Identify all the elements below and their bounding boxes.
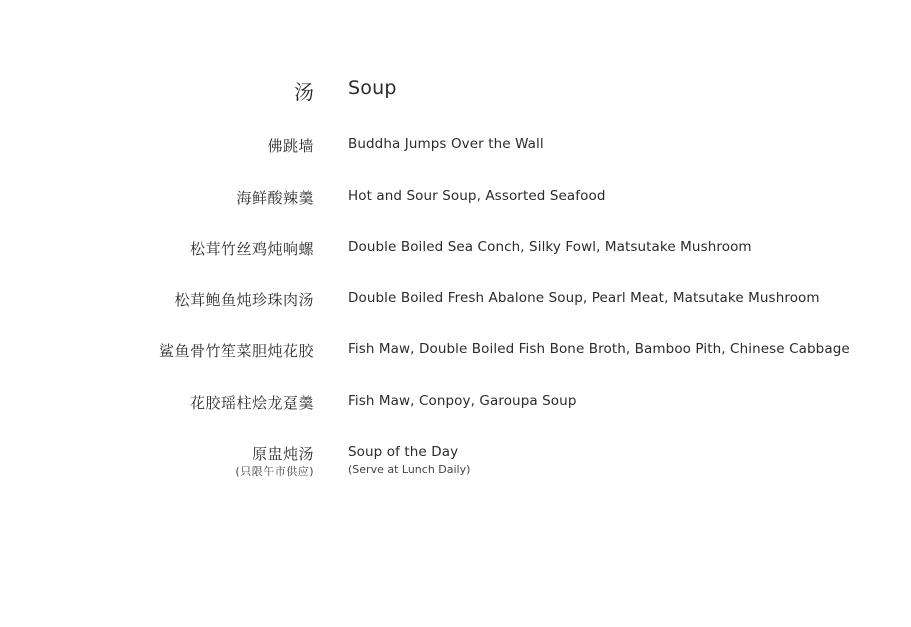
menu-item-name-en: Double Boiled Fresh Abalone Soup, Pearl Meat, Matsutake Mushroom [348,290,820,306]
menu-item-name-zh: 佛跳墙 [267,137,314,155]
menu-item-name-en: Buddha Jumps Over the Wall [348,136,544,152]
menu-item-name-en: Double Boiled Sea Conch, Silky Fowl, Matsutake Mushroom [348,239,752,255]
menu-item-name-zh: 原盅炖汤 [251,445,314,463]
menu-item-name-en: Hot and Sour Soup, Assorted Seafood [348,188,606,204]
menu-item-name-zh: 鲨鱼骨竹笙菜胆炖花胶 [158,342,314,360]
menu-item-name-en: Soup of the Day [348,444,459,460]
menu-item-name-zh: 花胶瑶柱烩龙趸羹 [189,394,314,412]
menu-item-name-zh: 海鲜酸辣羹 [236,189,314,207]
menu-item-name-zh: 松茸鲍鱼炖珍珠肉汤 [174,291,314,309]
section-title-zh: 汤 [294,80,314,104]
menu-item-note-zh: (只限午市供应) [235,465,314,478]
menu-item-note-en: (Serve at Lunch Daily) [348,463,471,476]
menu-item-name-zh: 松茸竹丝鸡炖响螺 [189,240,314,258]
menu-item-name-en: Fish Maw, Double Boiled Fish Bone Broth, Bamboo Pith, Chinese Cabbage [348,341,850,357]
section-title-en: Soup [348,77,397,99]
menu-item-name-en: Fish Maw, Conpoy, Garoupa Soup [348,393,577,409]
